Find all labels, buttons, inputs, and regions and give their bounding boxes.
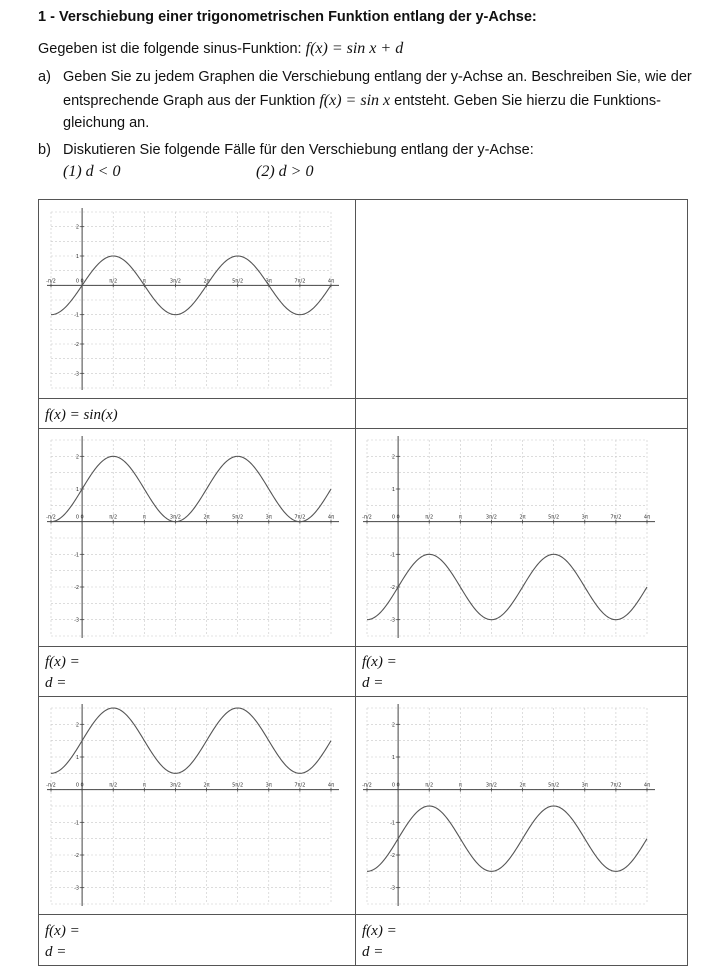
- x-tick-label: 5π/2: [548, 782, 560, 789]
- graph-4-d-label: d =: [45, 944, 67, 960]
- y-tick-label: 2: [75, 454, 80, 461]
- x-tick-label: 4π: [643, 514, 651, 521]
- x-tick-label: π: [458, 514, 462, 521]
- graph-4-fx-label: f(x) =: [45, 923, 80, 939]
- x-tick-label: π/2: [425, 514, 434, 521]
- x-tick-label: 7π/2: [610, 782, 622, 789]
- y-tick-label: 1: [391, 755, 396, 761]
- table-row-divider: [39, 398, 687, 399]
- y-tick-label: -3: [390, 617, 396, 624]
- table-row-divider: [39, 428, 687, 429]
- task-a-line1: Geben Sie zu jedem Graphen die Verschiebung entlang der y-Achse an. Beschreiben Sie, wie der: [63, 69, 692, 85]
- graph-5-d-label: d =: [362, 944, 384, 960]
- y-tick-label: -3: [74, 371, 80, 378]
- x-tick-label: -π/2: [46, 514, 56, 521]
- x-tick-label: 5π/2: [548, 514, 560, 521]
- y-tick-label: -3: [74, 617, 80, 624]
- y-tick-label: -3: [74, 885, 80, 892]
- graph-cell-2: [43, 432, 343, 642]
- x-tick-label: 3π: [581, 514, 588, 521]
- task-b-text: Diskutieren Sie folgende Fälle für den Verschiebung entlang der y-Achse:: [63, 142, 534, 158]
- origin-label: 0: [391, 782, 396, 789]
- y-tick-label: -2: [74, 342, 80, 348]
- task-heading: 1 - Verschiebung einer trigonometrischen Funktion entlang der y-Achse:: [38, 9, 537, 25]
- task-b-label: b): [38, 142, 51, 158]
- x-tick-label: π: [142, 278, 146, 285]
- x-tick-label: 0: [396, 514, 400, 521]
- x-tick-label: 0: [396, 782, 400, 789]
- x-tick-label: 0: [80, 514, 84, 521]
- x-tick-label: 7π/2: [610, 514, 622, 521]
- origin-label: 0: [75, 278, 80, 285]
- graph-3-d-label: d =: [362, 675, 384, 691]
- origin-label: 0: [391, 514, 396, 521]
- x-tick-label: 3π/2: [169, 278, 181, 285]
- y-tick-label: -2: [390, 853, 396, 859]
- x-tick-label: π/2: [109, 278, 118, 285]
- case-1: [63, 163, 120, 181]
- x-tick-label: 0: [80, 278, 84, 285]
- x-tick-label: -π/2: [362, 514, 372, 521]
- y-tick-label: -2: [74, 853, 80, 859]
- graph-1: [43, 204, 343, 394]
- x-tick-label: 7π/2: [294, 278, 306, 285]
- x-tick-label: 5π/2: [232, 514, 244, 521]
- case-2-text: (2) d > 0: [256, 163, 314, 180]
- y-tick-label: 2: [75, 224, 80, 231]
- y-tick-label: -3: [390, 885, 396, 892]
- intro-line: [38, 40, 403, 58]
- y-tick-label: 2: [391, 454, 396, 461]
- x-tick-label: 3π/2: [169, 782, 181, 789]
- graph-5: [359, 700, 659, 910]
- x-tick-label: -π/2: [46, 782, 56, 789]
- graph-cell-3: [359, 432, 659, 642]
- x-tick-label: 4π: [327, 514, 335, 521]
- x-tick-label: 0: [80, 782, 84, 789]
- x-tick-label: 4π: [327, 782, 335, 789]
- x-tick-label: π: [142, 782, 146, 789]
- x-tick-label: 2π: [203, 782, 210, 789]
- x-tick-label: 3π/2: [485, 782, 497, 789]
- origin-label: 0: [75, 514, 80, 521]
- case-1-text: (1) d < 0: [63, 163, 121, 180]
- worksheet-table: [38, 199, 688, 966]
- graph-cell-4: [43, 700, 343, 910]
- x-tick-label: 5π/2: [232, 278, 244, 285]
- x-tick-label: 2π: [203, 514, 210, 521]
- x-tick-label: 2π: [519, 514, 526, 521]
- task-a-line2-post: entsteht. Geben Sie hierzu die Funktions-: [394, 93, 661, 109]
- x-tick-label: π/2: [425, 782, 434, 789]
- y-tick-label: 1: [391, 487, 396, 493]
- task-a-line2-pre: entsprechende Graph aus der Funktion: [63, 93, 316, 109]
- graph-3: [359, 432, 659, 642]
- x-tick-label: 2π: [519, 782, 526, 789]
- y-tick-label: 2: [391, 722, 396, 729]
- x-tick-label: 3π: [265, 782, 272, 789]
- x-tick-label: 4π: [327, 278, 335, 285]
- graph-1-caption: f(x) = sin(x): [45, 407, 118, 423]
- x-tick-label: 4π: [643, 782, 651, 789]
- y-tick-label: 2: [75, 722, 80, 729]
- intro-formula: f(x) = sin x + d: [305, 40, 404, 57]
- y-tick-label: 1: [75, 254, 80, 260]
- table-column-divider: [355, 200, 356, 965]
- task-a-line2-formula: f(x) = sin x: [319, 92, 391, 109]
- table-row-divider: [39, 696, 687, 697]
- x-tick-label: 3π/2: [169, 514, 181, 521]
- graph-3-fx-label: f(x) =: [362, 654, 397, 670]
- task-a-line2: [63, 92, 661, 110]
- x-tick-label: 5π/2: [232, 782, 244, 789]
- y-tick-label: -1: [390, 820, 396, 827]
- y-tick-label: 1: [75, 487, 80, 493]
- graph-5-fx-label: f(x) =: [362, 923, 397, 939]
- task-a-line3: gleichung an.: [63, 115, 150, 131]
- x-tick-label: 2π: [203, 278, 210, 285]
- origin-label: 0: [75, 782, 80, 789]
- x-tick-label: 3π/2: [485, 514, 497, 521]
- task-a-label: a): [38, 69, 51, 85]
- x-tick-label: 3π: [581, 782, 588, 789]
- x-tick-label: 7π/2: [294, 782, 306, 789]
- graph-4: [43, 700, 343, 910]
- graph-2-d-label: d =: [45, 675, 67, 691]
- x-tick-label: -π/2: [362, 782, 372, 789]
- x-tick-label: 3π: [265, 514, 272, 521]
- x-tick-label: π/2: [109, 514, 118, 521]
- x-tick-label: π: [142, 514, 146, 521]
- x-tick-label: -π/2: [46, 278, 56, 285]
- table-row-divider: [39, 914, 687, 915]
- y-tick-label: -1: [74, 312, 80, 319]
- case-2: [256, 163, 313, 181]
- intro-text: Gegeben ist die folgende sinus-Funktion:: [38, 41, 302, 57]
- table-row-divider: [39, 646, 687, 647]
- y-tick-label: -2: [74, 585, 80, 591]
- y-tick-label: -1: [74, 552, 80, 559]
- y-tick-label: -1: [390, 552, 396, 559]
- graph-cell-1: [43, 204, 343, 394]
- x-tick-label: 7π/2: [294, 514, 306, 521]
- y-tick-label: 1: [75, 755, 80, 761]
- x-tick-label: π: [458, 782, 462, 789]
- graph-2: [43, 432, 343, 642]
- y-tick-label: -1: [74, 820, 80, 827]
- x-tick-label: π/2: [109, 782, 118, 789]
- x-tick-label: 3π: [265, 278, 272, 285]
- graph-cell-5: [359, 700, 659, 910]
- y-tick-label: -2: [390, 585, 396, 591]
- graph-2-fx-label: f(x) =: [45, 654, 80, 670]
